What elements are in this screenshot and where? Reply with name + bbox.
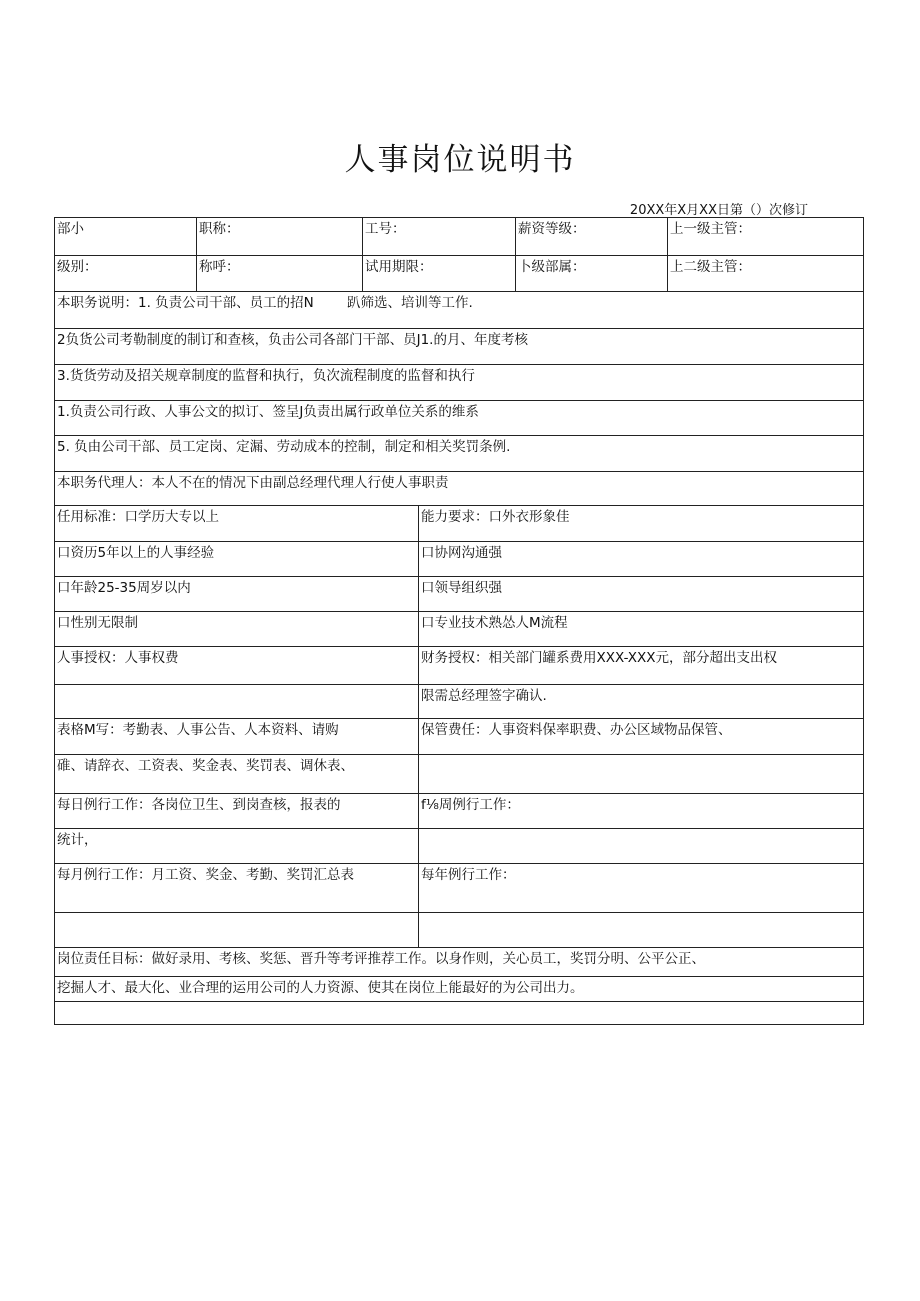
salutation-field[interactable]: 称呼： — [196, 256, 362, 291]
forms-row-2 — [55, 754, 863, 793]
deputy-row — [55, 471, 863, 505]
basic-info-row-1 — [55, 218, 863, 255]
authority-row-2 — [55, 684, 863, 718]
deputy-text: 本职务代理人：本人不在的情况下由副总经理代理人行使人事职责 — [57, 475, 449, 491]
salary-grade-field[interactable]: 薪资等级： — [515, 218, 667, 255]
yearly-routine: 每年例行工作： — [418, 864, 863, 912]
revision-line: 20XX年X月XX日第（）次修订 — [629, 203, 808, 218]
hr-authority: 人事授权：人事权费 — [57, 650, 179, 666]
level-field[interactable]: 级别： — [57, 259, 98, 275]
standard-row-4 — [55, 611, 863, 646]
custody-duty-cont — [418, 755, 863, 793]
authority-row-1 — [55, 646, 863, 684]
goal-row-3 — [55, 1001, 863, 1024]
department-field[interactable]: 部小 — [57, 221, 84, 237]
hr-authority-cont — [55, 685, 418, 718]
standard-gender: 口性别无限制 — [57, 615, 138, 631]
finance-authority-cont: 限需总经理签字确认. — [418, 685, 863, 718]
routine-row-4 — [55, 912, 863, 947]
job-title-field[interactable]: 职称： — [196, 218, 362, 255]
duty-row-1 — [55, 291, 863, 328]
employee-id-field[interactable]: 工号： — [362, 218, 515, 255]
finance-authority: 财务授权：相关部门罐系费用XXX-XXX元，部分超出支出权 — [418, 647, 863, 684]
document-title: 人事岗位说明书 — [344, 142, 576, 178]
duty-1-text-a: 本职务说明：1. 负责公司干部、员工的招N — [57, 295, 314, 311]
goal-row-1 — [55, 947, 863, 976]
duty-row-4 — [55, 400, 863, 435]
duty-2-text: 2负货公司考勒制度的制订和查核，负击公司各部门干部、员J1.的月、年度考核 — [57, 332, 528, 348]
standard-education: 任用标准：口学历大专以上 — [57, 509, 219, 525]
subordinates-field[interactable]: 卜级部属： — [515, 256, 667, 291]
ability-communication: 口协网沟通强 — [418, 542, 863, 576]
goal-text-2: 挖掘人才、最大化、业合理的运用公司的人力资源、使其在岗位上能最好的为公司出力。 — [57, 980, 584, 996]
duty-5-text: 5. 负由公司干部、员工定岗、定漏、劳动成本的控制，制定和相关奖罚条例. — [57, 439, 511, 455]
forms-to-fill-cont: 碓、请辞衣、工资表、奖金表、奖罚表、调休表、 — [57, 758, 354, 774]
duty-row-3 — [55, 364, 863, 400]
custody-duty: 保管费任：人事资料保率职费、办公区域物品保管、 — [418, 719, 863, 754]
job-description-form — [54, 217, 864, 1025]
basic-info-row-2 — [55, 255, 863, 291]
yearly-routine-cont — [418, 913, 863, 947]
weekly-routine: f⅛周例行工作： — [418, 794, 863, 828]
ability-appearance: 能力要求：口外衣形象佳 — [418, 506, 863, 541]
standard-row-1 — [55, 505, 863, 541]
goal-text-3 — [55, 1002, 863, 1024]
goal-text-1: 岗位责任目标：做好录用、考核、奖惩、晋升等考评推荐工作。以身作则，关心员工，奖罚分明、公平公正、 — [57, 951, 705, 967]
duty-4-text: 1.负责公司行政、人事公文的拟订、签呈J负责出属行政单位关系的维系 — [57, 404, 479, 420]
standard-age: 口年龄25-35周岁以内 — [57, 580, 191, 596]
forms-row-1 — [55, 718, 863, 754]
standard-row-2 — [55, 541, 863, 576]
ability-leadership: 口领导组织强 — [418, 577, 863, 611]
supervisor-2-field[interactable]: 上二级主管： — [667, 256, 863, 291]
routine-row-3 — [55, 863, 863, 912]
supervisor-1-field[interactable]: 上一级主管： — [667, 218, 863, 255]
duty-row-2 — [55, 328, 863, 364]
standard-experience: 口资历5年以上的人事经验 — [57, 545, 215, 561]
monthly-routine-cont — [55, 913, 418, 947]
monthly-routine: 每月例行工作：月工资、奖金、考勤、奖罚汇总表 — [57, 867, 354, 883]
duty-3-text: 3.货货劳动及招关规章制度的监督和执行，负次流程制度的监督和执行 — [57, 368, 475, 384]
forms-to-fill: 表格M写：考勤表、人事公告、人本资料、请购 — [57, 722, 339, 738]
routine-row-1 — [55, 793, 863, 828]
goal-row-2 — [55, 976, 863, 1001]
daily-routine-cont: 统计， — [57, 832, 98, 848]
probation-field[interactable]: 试用期限： — [362, 256, 515, 291]
daily-routine: 每日例行工作：各岗位卫生、到岗查核，报表的 — [57, 797, 341, 813]
ability-technical: 口专业技术熟怂人M流程 — [418, 612, 863, 646]
duty-1-text-b: 趴筛选、培训等工作. — [347, 295, 473, 311]
duty-row-5 — [55, 435, 863, 471]
weekly-routine-cont — [418, 829, 863, 863]
routine-row-2 — [55, 828, 863, 863]
standard-row-3 — [55, 576, 863, 611]
